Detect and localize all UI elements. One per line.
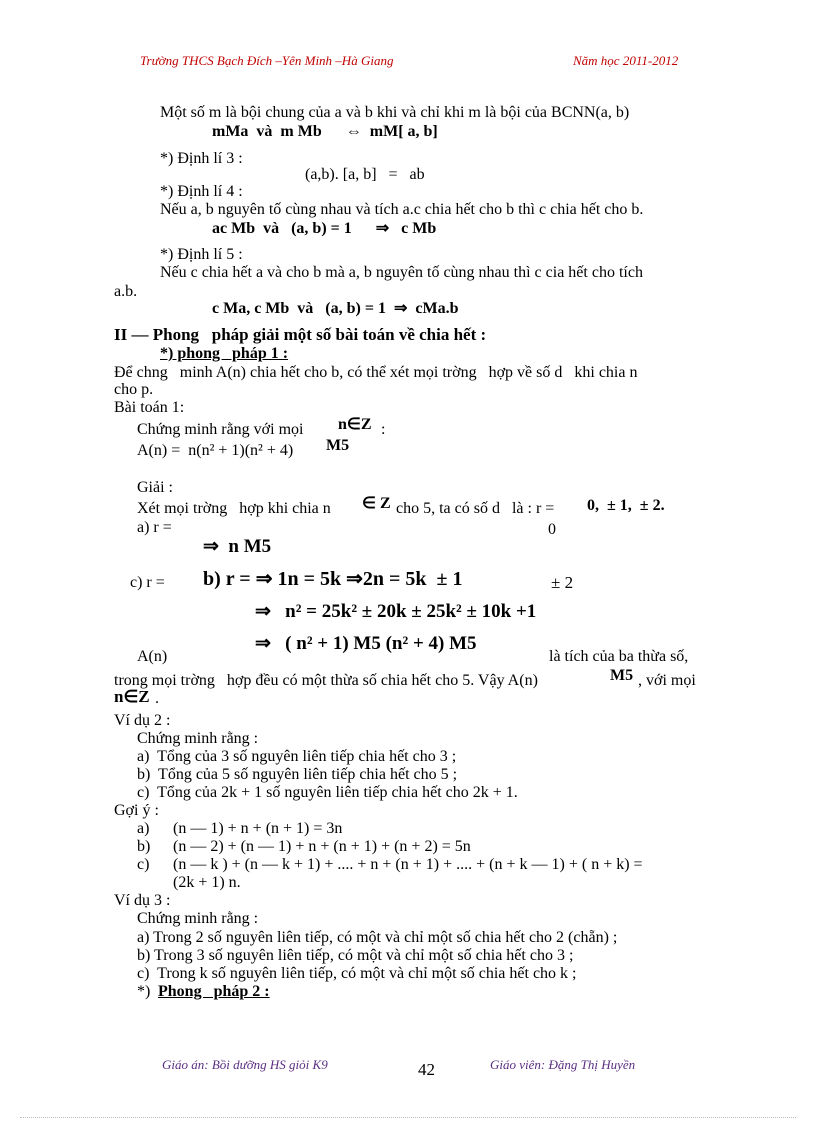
- example-3-b: b) Trong 3 số nguyên liên tiếp, có một và chỉ một số chia hết cho 3 ;: [137, 947, 574, 964]
- example-3-prompt: Chứng minh rằng :: [137, 910, 259, 927]
- problem-1-statement: Chứng minh rằng với mọi: [137, 421, 304, 438]
- example-3-a: a) Trong 2 số nguyên liên tiếp, có một và chỉ một số chia hết cho 2 (chẵn) ;: [137, 929, 618, 946]
- problem-1-nz: n∈Z: [338, 416, 372, 433]
- method-1-title: *) phong pháp 1 :: [160, 345, 289, 362]
- case-b-formula: b) r = ⇒ 1n = 5k ⇒2n = 5k ± 1: [203, 568, 463, 590]
- hint-b: (n — 2) + (n — 1) + n + (n + 1) + (n + 2) = 5n: [173, 838, 471, 855]
- case-c-label: c) r =: [130, 574, 165, 591]
- footer-teacher: Giáo viên: Đặng Thị Huyền: [490, 1057, 636, 1072]
- solution-remainders: 0, ± 1, ± 2.: [587, 497, 665, 514]
- conclusion-product: là tích của ba thừa số,: [549, 648, 689, 665]
- problem-1-colon: :: [381, 421, 386, 438]
- hint-c: (n — k ) + (n — k + 1) + .... + n + (n + 1) + .... + (n + k — 1) + ( n + k) =: [173, 856, 643, 873]
- conclusion-start: A(n): [137, 648, 168, 665]
- hint-b-label: b): [137, 838, 151, 855]
- solution-line-1: Xét mọi trờng hợp khi chia n: [137, 500, 331, 517]
- theorem-4-title: *) Định lí 4 :: [160, 183, 243, 200]
- solution-in-z: ∈ Z: [362, 495, 391, 512]
- example-2-title: Ví dụ 2 :: [114, 712, 171, 729]
- formula-bcnn: mMa và m Mb ⇔ mM[ a, b]: [212, 123, 438, 140]
- problem-1-expression: A(n) = n(n² + 1)(n² + 4): [137, 442, 294, 459]
- conclusion-text: trong mọi trờng hợp đều có một thừa số chia hết cho 5. Vậy A(n): [114, 672, 538, 689]
- method-1-text: Để chng minh A(n) chia hết cho b, có thể xét mọi trờng hợp về số d khi chia n: [114, 364, 638, 381]
- section-ii-title: II — Phong pháp giải một số bài toán về chia hết :: [114, 325, 487, 344]
- method-1-text-cont: cho p.: [114, 381, 154, 398]
- theorem-3-formula: (a,b). [a, b] = ab: [305, 166, 425, 183]
- conclusion-dot: .: [155, 690, 159, 707]
- theorem-4-text: Nếu a, b nguyên tố cùng nhau và tích a.c chia hết cho b thì c chia hết cho b.: [160, 201, 644, 218]
- theorem-3-title: *) Định lí 3 :: [160, 150, 243, 167]
- hint-title: Gợi ý :: [114, 802, 159, 819]
- hint-a: (n — 1) + n + (n + 1) = 3n: [173, 820, 343, 837]
- solution-line-1-cont: cho 5, ta có số d là : r =: [396, 500, 555, 517]
- page-number: 42: [418, 1060, 435, 1079]
- conclusion-divisible: M5: [610, 667, 634, 684]
- solution-title: Giải :: [137, 479, 173, 496]
- problem-1-divisible: M5: [326, 437, 350, 454]
- hint-c-cont: (2k + 1) n.: [173, 874, 241, 891]
- case-a-label: a) r =: [137, 519, 172, 536]
- case-a-result: ⇒ n M5: [203, 536, 272, 557]
- footer-divider: [20, 1117, 796, 1118]
- example-2-prompt: Chứng minh rằng :: [137, 730, 259, 747]
- square-formula: ⇒ n² = 25k² ± 20k ± 25k² ± 10k +1: [255, 601, 537, 622]
- header-school: Trường THCS Bạch Đích –Yên Minh –Hà Giang: [140, 53, 394, 68]
- problem-1-title: Bài toán 1:: [114, 399, 185, 416]
- theorem-5-formula: c Ma, c Mb và (a, b) = 1 ⇒ cMa.b: [212, 300, 459, 317]
- hint-c-label: c): [137, 856, 150, 873]
- example-2-c: c) Tổng của 2k + 1 số nguyên liên tiếp chia hết cho 2k + 1.: [137, 784, 518, 801]
- theorem-5-title: *) Định lí 5 :: [160, 246, 243, 263]
- footer-lesson: Giáo án: Bồi dưỡng HS giỏi K9: [162, 1057, 328, 1072]
- example-3-c: c) Trong k số nguyên liên tiếp, có một và chỉ một số chia hết cho k ;: [137, 965, 577, 982]
- case-c-value: ± 2: [551, 573, 574, 592]
- example-2-a: a) Tổng của 3 số nguyên liên tiếp chia hết cho 3 ;: [137, 748, 457, 765]
- theorem-5-text-cont: a.b.: [114, 283, 138, 300]
- example-2-b: b) Tổng của 5 số nguyên liên tiếp chia hết cho 5 ;: [137, 766, 458, 783]
- theorem-4-formula: ac Mb và (a, b) = 1 ⇒ c Mb: [212, 220, 437, 237]
- theorem-5-text: Nếu c chia hết a và cho b mà a, b nguyên tố cùng nhau thì c cia hết cho tích: [160, 264, 643, 281]
- conclusion-nz: n∈Z: [114, 687, 150, 706]
- factor-formula: ⇒ ( n² + 1) M5 (n² + 4) M5: [255, 633, 477, 654]
- hint-a-label: a): [137, 820, 150, 837]
- example-3-title: Ví dụ 3 :: [114, 892, 171, 909]
- line-bcnn: Một số m là bội chung của a và b khi và chỉ khi m là bội của BCNN(a, b): [160, 104, 630, 121]
- header-year: Năm học 2011-2012: [573, 53, 679, 68]
- method-2-title: Phong pháp 2 :: [158, 983, 270, 1000]
- case-a-value: 0: [548, 521, 556, 538]
- method-2-bullet: *): [137, 983, 151, 1000]
- conclusion-for-all: , với mọi: [638, 672, 696, 689]
